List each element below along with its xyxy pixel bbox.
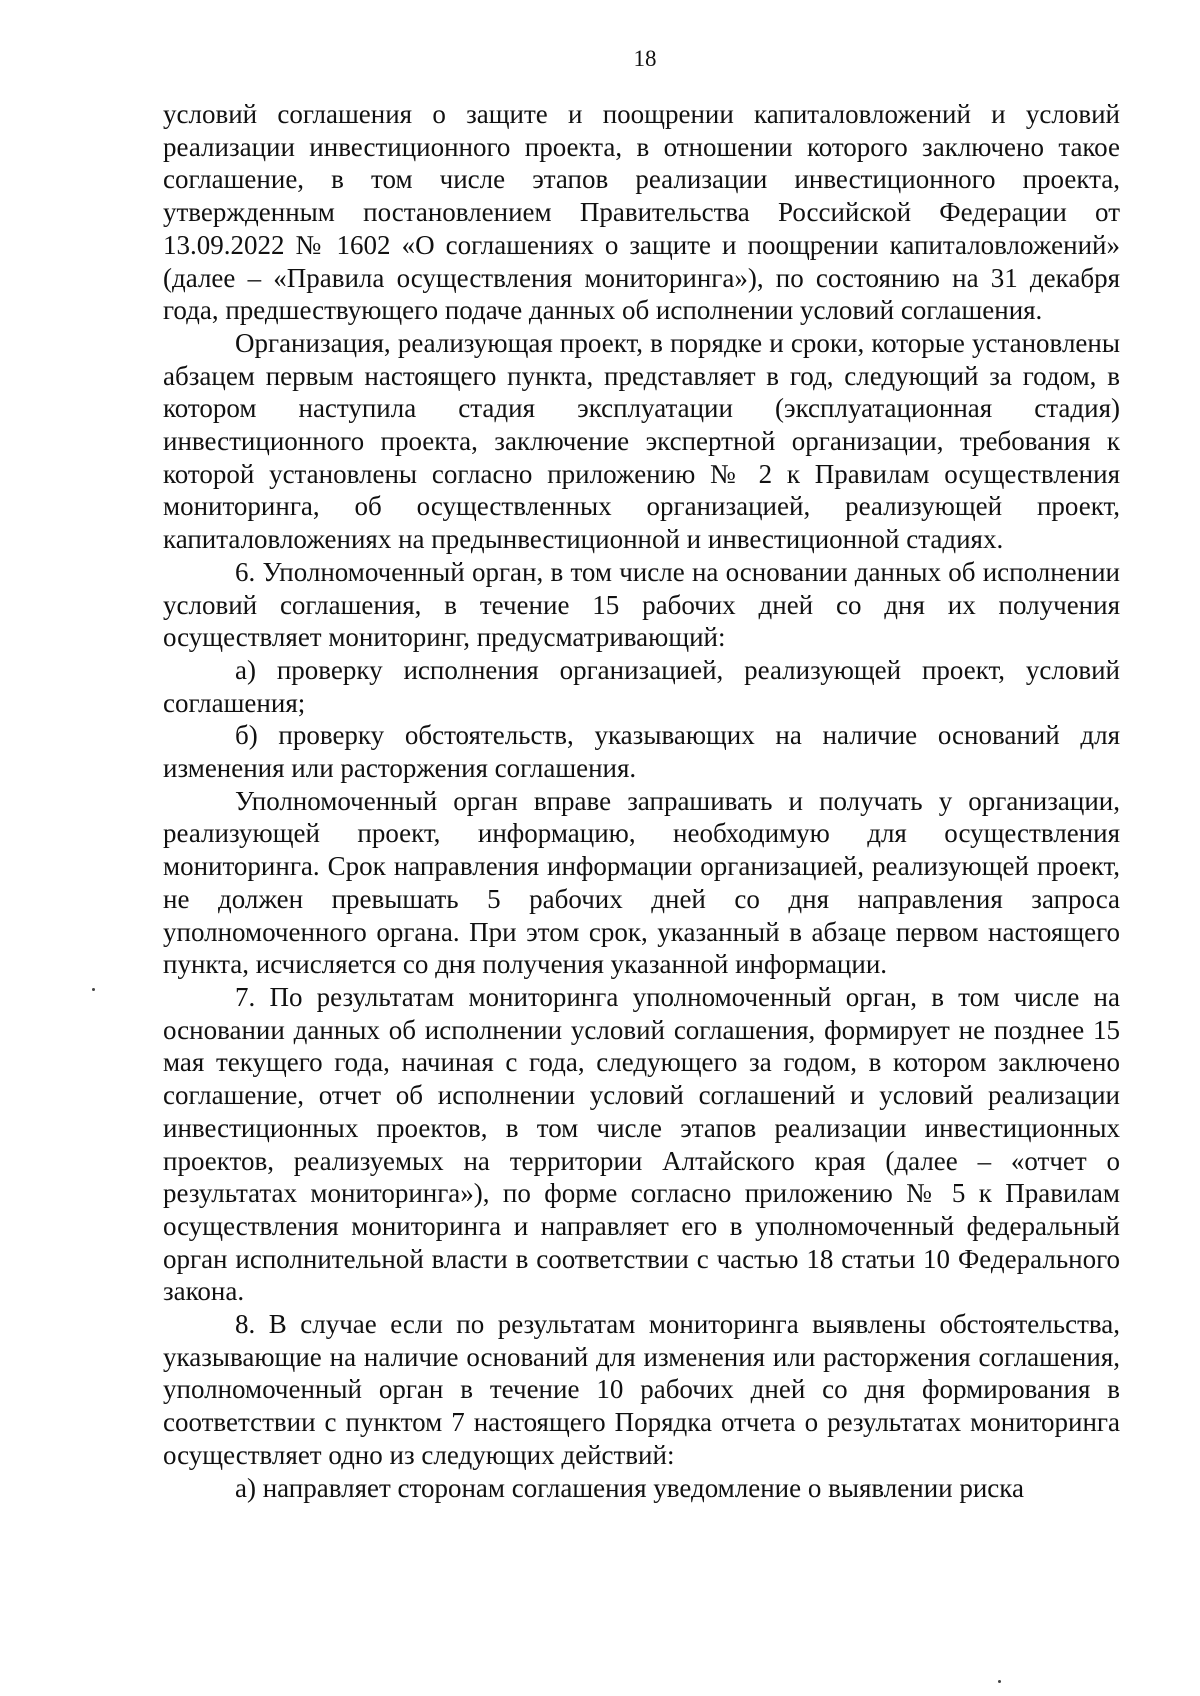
scan-speck (92, 988, 95, 991)
paragraph-expert-conclusion: Организация, реализующая проект, в порядке и сроки, которые установлены абзацем первым настоящего пункта, представляет в год, следующий за годом, в котором наступила стадия эксплуатации (эксплуатационная стадия) инвестиционного проекта, заключение экспертной организации, требования к которой установлены согласно приложению № 2 к Правилам осуществления мониторинга, об осуществленных организацией, реализующей проект, капиталовложениях на предынвестиционной и инвестиционной стадиях. (163, 327, 1120, 555)
paragraph-item-6: 6. Уполномоченный орган, в том числе на основании данных об исполнении условий соглашения, в течение 15 рабочих дней со дня их получения осуществляет мониторинг, предусматривающий: (163, 556, 1120, 653)
paragraph-item-6b: б) проверку обстоятельств, указывающих на наличие оснований для изменения или расторжения соглашения. (163, 720, 1120, 784)
page-number: 18 (633, 46, 657, 71)
document-body (163, 98, 1120, 1504)
paragraph-item-7: 7. По результатам мониторинга уполномоченный орган, в том числе на основании данных об исполнении условий соглашения, формирует не позднее 15 мая текущего года, начиная с года, следующего за годом, в котором заключено соглашение, отчет об исполнении условий соглашений и условий реализации инвестиционных проектов, в том числе этапов реализации инвестиционных проектов, реализуемых на территории Алтайского края (далее – «отчет о результатах мониторинга»), по форме согласно приложению № 5 к Правилам осуществления мониторинга и направляет его в уполномоченный федеральный орган исполнительной власти в соответствии с частью 18 статьи 10 Федерального закона. (163, 981, 1120, 1307)
paragraph-item-8a: а) направляет сторонам соглашения уведомление о выявлении риска (235, 1472, 1024, 1503)
paragraph-item-6a: а) проверку исполнения организацией, реализующей проект, условий соглашения; (163, 654, 1120, 718)
scan-speck (998, 1680, 1001, 1683)
paragraph-item-8: 8. В случае если по результатам мониторинга выявлены обстоятельства, указывающие на наличие оснований для изменения или расторжения соглашения, уполномоченный орган в течение 10 рабочих дней со дня формирования в соответствии с пунктом 7 настоящего Порядка отчета о результатах мониторинга осуществляет одно из следующих действий: (163, 1309, 1120, 1470)
paragraph-information-request: Уполномоченный орган вправе запрашивать и получать у организации, реализующей проект, информацию, необходимую для осуществления мониторинга. Срок направления информации организацией, реализующей проект, не должен превышать 5 рабочих дней со дня направления запроса уполномоченного органа. При этом срок, указанный в абзаце первом настоящего пункта, исчисляется со дня получения указанной информации. (163, 785, 1120, 980)
paragraph-continuation: условий соглашения о защите и поощрении капиталовложений и условий реализации инвестиционного проекта, в отношении которого заключено такое соглашение, в том числе этапов реализации инвестиционного проекта, утвержденным постановлением Правительства Российской Федерации от 13.09.2022 № 1602 «О соглашениях о защите и поощрении капиталовложений» (далее – «Правила осуществления мониторинга»), по состоянию на 31 декабря года, предшествующего подаче данных об исполнении условий соглашения. (163, 99, 1120, 326)
